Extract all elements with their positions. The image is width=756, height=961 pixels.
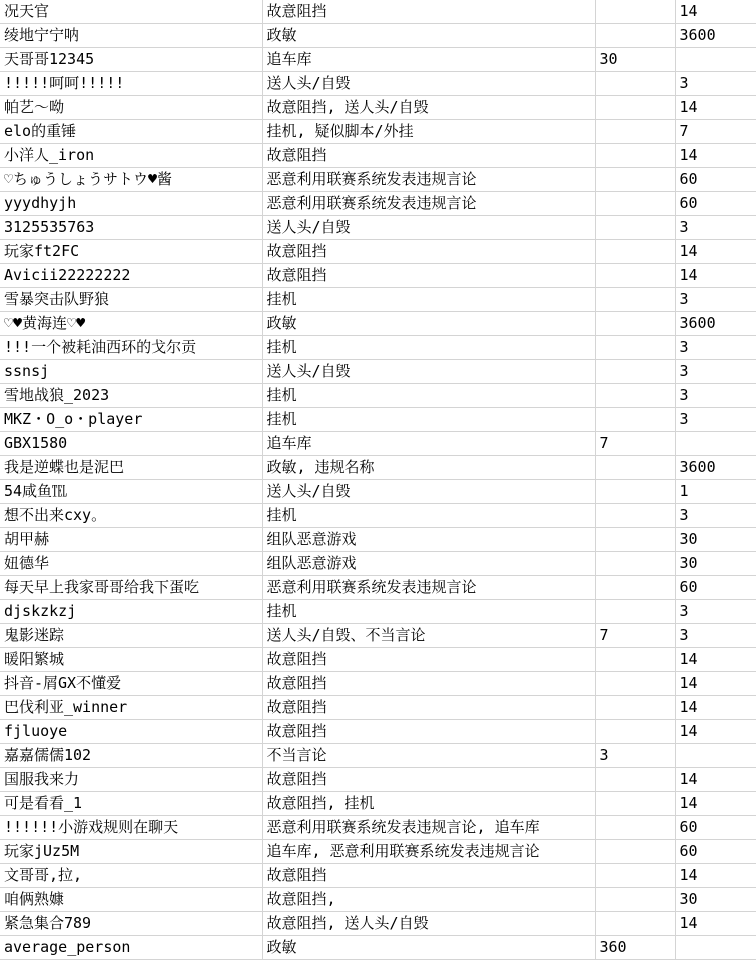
player-name-cell[interactable]: fjluoye (0, 720, 262, 744)
player-name-cell[interactable]: 帕艺～呦 (0, 96, 262, 120)
table-row (0, 816, 756, 840)
table-row (0, 360, 756, 384)
player-name-cell[interactable]: 想不出来cxy。 (0, 504, 262, 528)
penalty-value-a-cell[interactable] (595, 288, 675, 312)
player-name-cell[interactable]: 小洋人_iron (0, 144, 262, 168)
penalty-value-b-cell[interactable]: 14 (675, 768, 756, 792)
player-name-cell[interactable]: 况天官 (0, 0, 262, 24)
table-row (0, 528, 756, 552)
table-row (0, 624, 756, 648)
penalty-value-a-cell[interactable] (595, 528, 675, 552)
penalty-value-b-cell[interactable]: 30 (675, 528, 756, 552)
penalty-value-b-cell[interactable]: 3 (675, 504, 756, 528)
penalty-value-a-cell[interactable] (595, 360, 675, 384)
penalty-value-a-cell[interactable] (595, 504, 675, 528)
violation-reason-cell[interactable]: 追车库 (262, 432, 595, 456)
table-row (0, 768, 756, 792)
penalty-value-a-cell[interactable] (595, 72, 675, 96)
player-name-cell[interactable]: !!!!!呵呵!!!!! (0, 72, 262, 96)
violation-reason-cell[interactable]: 故意阻挡 (262, 648, 595, 672)
player-name-cell[interactable]: ssnsj (0, 360, 262, 384)
table-row (0, 168, 756, 192)
player-name-cell[interactable]: 鬼影迷踪 (0, 624, 262, 648)
violation-reason-cell[interactable]: 故意阻挡 (262, 720, 595, 744)
player-name-cell[interactable]: !!!一个被耗油西环的戈尔贡 (0, 336, 262, 360)
violation-reason-cell[interactable]: 挂机 (262, 600, 595, 624)
violation-reason-cell[interactable]: 故意阻挡 (262, 240, 595, 264)
violation-reason-cell[interactable]: 故意阻挡 (262, 864, 595, 888)
player-name-cell[interactable]: 雪暴突击队野狼 (0, 288, 262, 312)
violation-reason-cell[interactable]: 送人头/自毁 (262, 480, 595, 504)
penalty-value-b-cell[interactable]: 60 (675, 576, 756, 600)
penalty-value-b-cell[interactable]: 60 (675, 840, 756, 864)
penalty-value-b-cell[interactable]: 14 (675, 792, 756, 816)
table-row (0, 384, 756, 408)
table-row (0, 888, 756, 912)
penalty-value-b-cell[interactable]: 14 (675, 264, 756, 288)
violation-reason-cell[interactable]: 故意阻挡, 送人头/自毁 (262, 912, 595, 936)
player-name-cell[interactable]: 嘉嘉儒儒102 (0, 744, 262, 768)
table-row (0, 288, 756, 312)
penalty-value-a-cell[interactable] (595, 792, 675, 816)
table-row (0, 48, 756, 72)
penalty-value-b-cell[interactable]: 3 (675, 360, 756, 384)
violation-reason-cell[interactable]: 故意阻挡, 送人头/自毁 (262, 96, 595, 120)
violation-reason-cell[interactable]: 故意阻挡, (262, 888, 595, 912)
penalty-value-b-cell[interactable]: 14 (675, 144, 756, 168)
penalty-value-b-cell[interactable]: 14 (675, 240, 756, 264)
table-row (0, 96, 756, 120)
penalty-value-a-cell[interactable]: 3 (595, 744, 675, 768)
violation-reason-cell[interactable]: 故意阻挡 (262, 0, 595, 24)
penalty-value-a-cell[interactable] (595, 96, 675, 120)
violation-reason-cell[interactable]: 挂机 (262, 288, 595, 312)
table-row (0, 216, 756, 240)
penalty-value-b-cell[interactable]: 3 (675, 216, 756, 240)
violation-reason-cell[interactable]: 故意阻挡 (262, 144, 595, 168)
penalty-value-a-cell[interactable] (595, 216, 675, 240)
table-row (0, 264, 756, 288)
table-row (0, 792, 756, 816)
player-name-cell[interactable]: !!!!!!小游戏规则在聊天 (0, 816, 262, 840)
player-name-cell[interactable]: Avicii22222222 (0, 264, 262, 288)
table-row (0, 696, 756, 720)
player-name-cell[interactable]: 紧急集合789 (0, 912, 262, 936)
violation-reason-cell[interactable]: 政敏, 违规名称 (262, 456, 595, 480)
penalty-value-b-cell[interactable]: 14 (675, 0, 756, 24)
violation-reason-cell[interactable]: 挂机 (262, 408, 595, 432)
penalty-value-b-cell[interactable]: 60 (675, 192, 756, 216)
penalty-value-a-cell[interactable] (595, 192, 675, 216)
player-name-cell[interactable]: 我是逆蝶也是泥巴 (0, 456, 262, 480)
penalty-value-a-cell[interactable] (595, 264, 675, 288)
penalty-value-a-cell[interactable] (595, 408, 675, 432)
penalty-value-a-cell[interactable] (595, 144, 675, 168)
penalty-value-b-cell[interactable]: 3600 (675, 456, 756, 480)
penalty-value-b-cell[interactable]: 3 (675, 600, 756, 624)
player-name-cell[interactable]: average_person (0, 936, 262, 960)
player-name-cell[interactable]: 玩家ft2FC (0, 240, 262, 264)
violation-reason-cell[interactable]: 政敏 (262, 312, 595, 336)
player-name-cell[interactable]: ♡ちゅうしょうサトウ♥酱 (0, 168, 262, 192)
table-row (0, 864, 756, 888)
violation-reason-cell[interactable]: 组队恶意游戏 (262, 552, 595, 576)
player-name-cell[interactable]: 文哥哥,拉, (0, 864, 262, 888)
penalty-value-b-cell[interactable] (675, 432, 756, 456)
player-name-cell[interactable]: 咱俩熟嫝 (0, 888, 262, 912)
penalty-value-a-cell[interactable] (595, 336, 675, 360)
table-row (0, 936, 756, 960)
player-name-cell[interactable]: 胡甲赫 (0, 528, 262, 552)
penalty-value-b-cell[interactable] (675, 744, 756, 768)
penalty-value-b-cell[interactable]: 60 (675, 816, 756, 840)
table-row (0, 192, 756, 216)
violation-reason-cell[interactable]: 政敏 (262, 936, 595, 960)
penalty-value-b-cell[interactable]: 3 (675, 384, 756, 408)
penalty-value-a-cell[interactable]: 7 (595, 624, 675, 648)
table-row (0, 720, 756, 744)
violation-reason-cell[interactable]: 送人头/自毁 (262, 216, 595, 240)
player-name-cell[interactable]: 54咸鱼℡ (0, 480, 262, 504)
penalty-value-a-cell[interactable] (595, 840, 675, 864)
penalty-value-b-cell[interactable]: 3 (675, 624, 756, 648)
table-row (0, 72, 756, 96)
player-name-cell[interactable]: 妞德华 (0, 552, 262, 576)
penalty-value-a-cell[interactable] (595, 816, 675, 840)
penalty-value-a-cell[interactable] (595, 720, 675, 744)
penalty-value-a-cell[interactable] (595, 696, 675, 720)
violation-reason-cell[interactable]: 挂机 (262, 336, 595, 360)
penalty-value-a-cell[interactable] (595, 600, 675, 624)
penalty-value-a-cell[interactable] (595, 240, 675, 264)
penalty-value-b-cell[interactable]: 3 (675, 72, 756, 96)
violation-reason-cell[interactable]: 恶意利用联赛系统发表违规言论 (262, 192, 595, 216)
player-name-cell[interactable]: 3125535763 (0, 216, 262, 240)
penalty-value-a-cell[interactable] (595, 552, 675, 576)
penalty-value-a-cell[interactable] (595, 912, 675, 936)
penalty-value-b-cell[interactable]: 3 (675, 288, 756, 312)
player-name-cell[interactable]: 暖阳繁城 (0, 648, 262, 672)
penalty-value-b-cell[interactable]: 1 (675, 480, 756, 504)
penalty-value-a-cell[interactable] (595, 384, 675, 408)
player-name-cell[interactable]: 国服我来力 (0, 768, 262, 792)
violation-reason-cell[interactable]: 恶意利用联赛系统发表违规言论 (262, 168, 595, 192)
table-row (0, 432, 756, 456)
penalty-value-a-cell[interactable] (595, 120, 675, 144)
penalty-value-b-cell[interactable]: 3 (675, 408, 756, 432)
table-row (0, 600, 756, 624)
violation-reason-cell[interactable]: 追车库, 恶意利用联赛系统发表违规言论 (262, 840, 595, 864)
penalty-value-b-cell[interactable]: 14 (675, 672, 756, 696)
player-name-cell[interactable]: 绫地宁宁呐 (0, 24, 262, 48)
penalty-value-b-cell[interactable]: 30 (675, 888, 756, 912)
violation-reason-cell[interactable]: 政敏 (262, 24, 595, 48)
penalty-value-b-cell[interactable]: 14 (675, 648, 756, 672)
penalty-value-b-cell[interactable]: 60 (675, 168, 756, 192)
player-name-cell[interactable]: 天哥哥12345 (0, 48, 262, 72)
penalty-value-b-cell[interactable]: 14 (675, 96, 756, 120)
player-name-cell[interactable]: MKZ・O_o・player (0, 408, 262, 432)
penalty-value-a-cell[interactable] (595, 768, 675, 792)
penalty-value-b-cell[interactable]: 30 (675, 552, 756, 576)
table-row (0, 312, 756, 336)
player-name-cell[interactable]: yyydhyjh (0, 192, 262, 216)
player-name-cell[interactable]: 可是看看_1 (0, 792, 262, 816)
table-row (0, 840, 756, 864)
table-row (0, 120, 756, 144)
penalty-value-b-cell[interactable]: 3600 (675, 312, 756, 336)
penalty-value-a-cell[interactable]: 30 (595, 48, 675, 72)
table-row (0, 24, 756, 48)
penalty-value-b-cell[interactable]: 3600 (675, 24, 756, 48)
player-name-cell[interactable]: elo的重锤 (0, 120, 262, 144)
table-row (0, 408, 756, 432)
player-name-cell[interactable]: 每天早上我家哥哥给我下蛋吃 (0, 576, 262, 600)
table-row (0, 240, 756, 264)
violation-reason-cell[interactable]: 挂机 (262, 504, 595, 528)
penalty-value-b-cell[interactable]: 14 (675, 864, 756, 888)
penalty-value-a-cell[interactable] (595, 0, 675, 24)
player-name-cell[interactable]: 巴伐利亚_winner (0, 696, 262, 720)
table-row (0, 576, 756, 600)
player-name-cell[interactable]: 玩家jUz5M (0, 840, 262, 864)
violation-reason-cell[interactable]: 恶意利用联赛系统发表违规言论 (262, 576, 595, 600)
table-row (0, 552, 756, 576)
table-row (0, 504, 756, 528)
table-row (0, 648, 756, 672)
table-row (0, 336, 756, 360)
penalty-value-a-cell[interactable] (595, 672, 675, 696)
penalty-value-b-cell[interactable]: 14 (675, 696, 756, 720)
violation-reason-cell[interactable]: 送人头/自毁 (262, 72, 595, 96)
table-row (0, 456, 756, 480)
violation-reason-cell[interactable]: 送人头/自毁 (262, 360, 595, 384)
penalty-value-a-cell[interactable] (595, 576, 675, 600)
player-name-cell[interactable]: djskzkzj (0, 600, 262, 624)
penalty-value-b-cell[interactable] (675, 936, 756, 960)
penalty-value-b-cell[interactable]: 3 (675, 336, 756, 360)
violation-reason-cell[interactable]: 故意阻挡 (262, 264, 595, 288)
violation-reason-cell[interactable]: 故意阻挡, 挂机 (262, 792, 595, 816)
table-row (0, 912, 756, 936)
violation-reason-cell[interactable]: 送人头/自毁、不当言论 (262, 624, 595, 648)
penalty-value-b-cell[interactable]: 7 (675, 120, 756, 144)
player-name-cell[interactable]: ♡♥黄海连♡♥ (0, 312, 262, 336)
penalty-value-a-cell[interactable] (595, 864, 675, 888)
penalty-value-a-cell[interactable] (595, 888, 675, 912)
table-row (0, 744, 756, 768)
violation-reason-cell[interactable]: 挂机 (262, 384, 595, 408)
violation-reason-cell[interactable]: 故意阻挡 (262, 672, 595, 696)
player-name-cell[interactable]: 抖音-屑GX不懂爱 (0, 672, 262, 696)
penalty-value-a-cell[interactable] (595, 24, 675, 48)
penalty-value-a-cell[interactable] (595, 480, 675, 504)
table-row (0, 144, 756, 168)
table-row (0, 480, 756, 504)
penalty-value-b-cell[interactable]: 14 (675, 912, 756, 936)
violation-reason-cell[interactable]: 挂机, 疑似脚本/外挂 (262, 120, 595, 144)
penalty-value-b-cell[interactable] (675, 48, 756, 72)
penalty-value-a-cell[interactable] (595, 312, 675, 336)
table-row (0, 672, 756, 696)
player-name-cell[interactable]: 雪地战狼_2023 (0, 384, 262, 408)
violation-reason-cell[interactable]: 追车库 (262, 48, 595, 72)
violation-reason-cell[interactable]: 故意阻挡 (262, 696, 595, 720)
violation-reason-cell[interactable]: 不当言论 (262, 744, 595, 768)
penalty-value-a-cell[interactable] (595, 648, 675, 672)
violation-reason-cell[interactable]: 恶意利用联赛系统发表违规言论, 追车库 (262, 816, 595, 840)
table-row (0, 0, 756, 24)
violation-reason-cell[interactable]: 组队恶意游戏 (262, 528, 595, 552)
penalty-value-a-cell[interactable]: 360 (595, 936, 675, 960)
penalty-value-a-cell[interactable] (595, 456, 675, 480)
penalty-value-b-cell[interactable]: 14 (675, 720, 756, 744)
player-name-cell[interactable]: GBX1580 (0, 432, 262, 456)
violation-reason-cell[interactable]: 故意阻挡 (262, 768, 595, 792)
penalty-value-a-cell[interactable]: 7 (595, 432, 675, 456)
penalty-value-a-cell[interactable] (595, 168, 675, 192)
